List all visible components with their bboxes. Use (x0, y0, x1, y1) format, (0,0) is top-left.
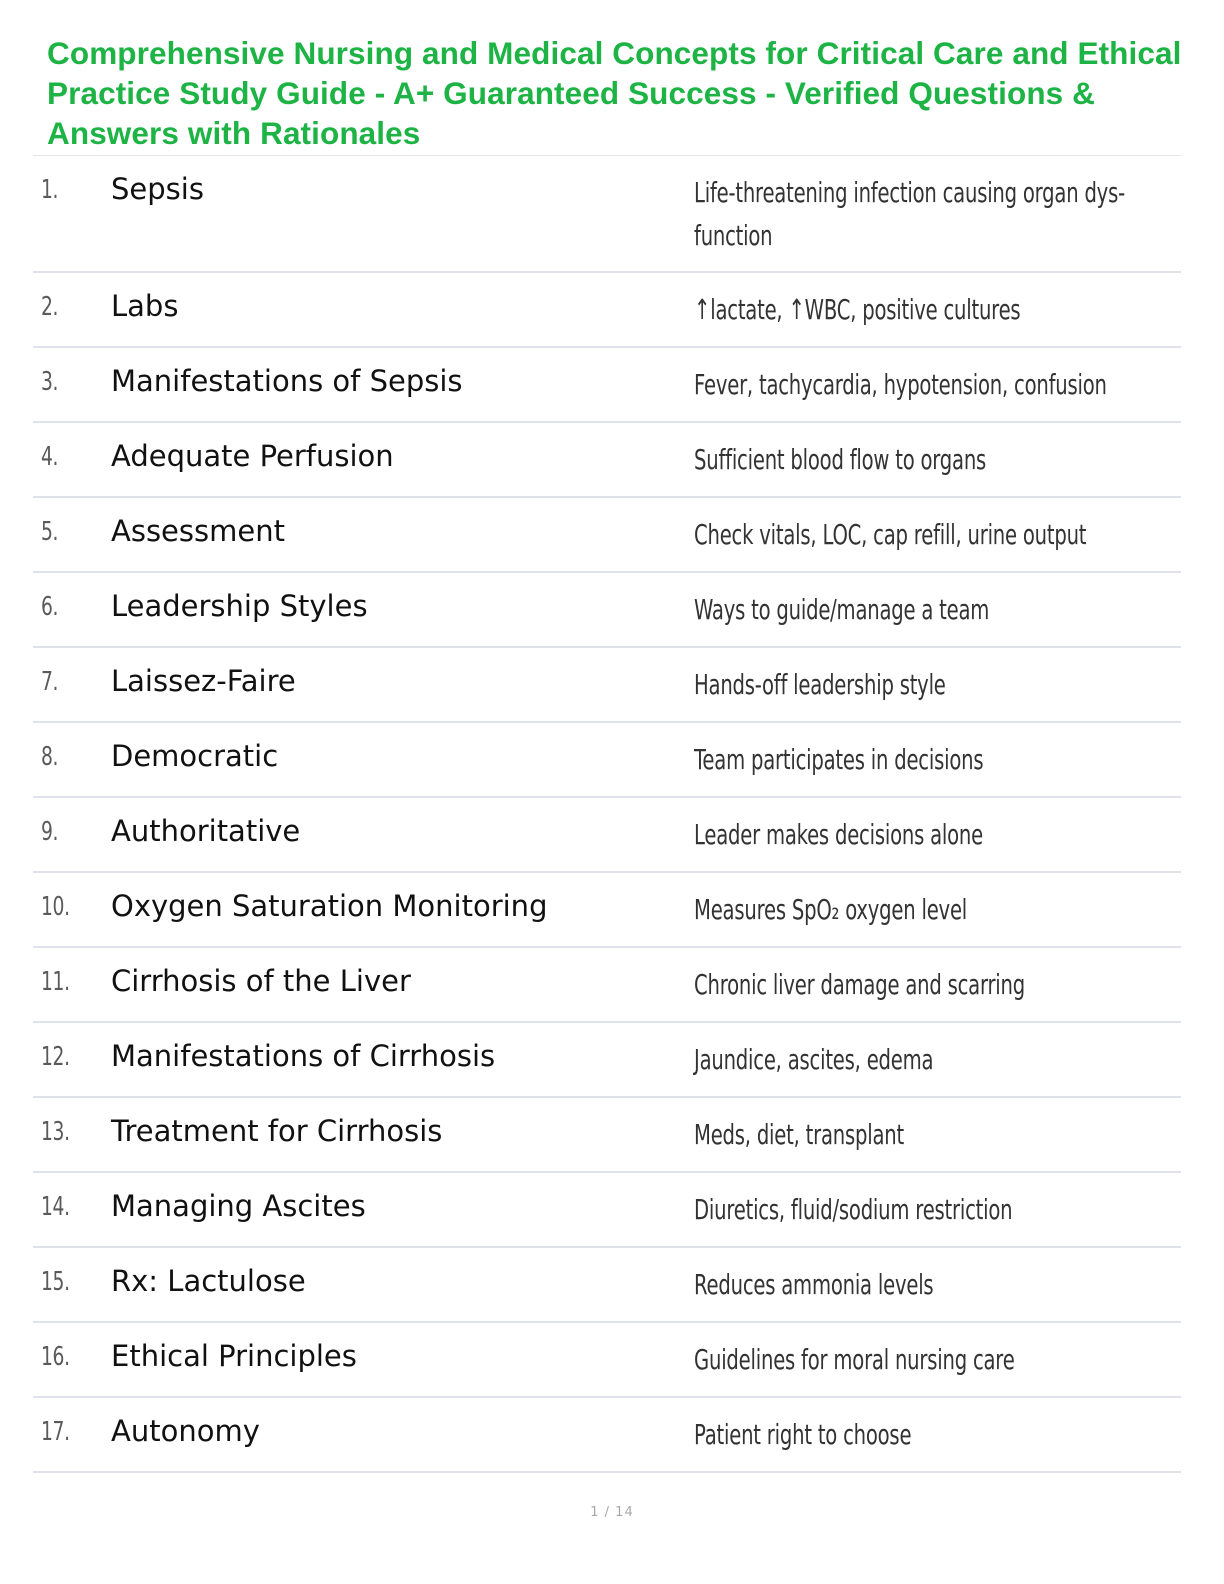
term-definition: Ways to guide/manage a team (694, 593, 990, 626)
term-name: Laissez-Faire (111, 664, 296, 698)
term-definition: Life-threatening infection causing organ dys- function (694, 176, 1125, 252)
term-number: 12. (41, 1042, 70, 1072)
term-definition: Patient right to choose (694, 1418, 912, 1451)
term-definition: Meds, diet, transplant (694, 1118, 904, 1151)
term-name: Assessment (111, 514, 285, 548)
term-row (33, 948, 1181, 1023)
term-name: Treatment for Cirrhosis (111, 1114, 443, 1148)
term-name: Adequate Perfusion (111, 439, 394, 473)
term-name: Rx: Lactulose (111, 1264, 306, 1298)
term-definition: Guidelines for moral nursing care (694, 1343, 1015, 1376)
term-definition: Chronic liver damage and scarring (694, 968, 1025, 1001)
term-row (33, 1173, 1181, 1248)
term-definition: Fever, tachycardia, hypotension, confusion (694, 368, 1107, 401)
term-row (33, 498, 1181, 573)
term-number: 1. (41, 175, 59, 205)
term-definition: Measures SpO₂ oxygen level (694, 893, 968, 926)
term-number: 17. (41, 1417, 70, 1447)
document-title: Comprehensive Nursing and Medical Concepts for Critical Care and Ethical Practice Study Guide - A+ Guaranteed Success - Verified Questions & Answers with Rationales (47, 35, 1182, 151)
term-name: Democratic (111, 739, 279, 773)
term-name: Manifestations of Sepsis (111, 364, 463, 398)
term-row (33, 873, 1181, 948)
term-number: 3. (41, 367, 59, 397)
term-number: 10. (41, 892, 70, 922)
term-definition: Reduces ammonia levels (694, 1268, 934, 1301)
term-list (33, 156, 1181, 1473)
term-definition: Diuretics, fluid/sodium restriction (694, 1193, 1013, 1226)
term-name: Cirrhosis of the Liver (111, 964, 411, 998)
term-row (33, 723, 1181, 798)
term-row (33, 156, 1181, 273)
term-number: 13. (41, 1117, 70, 1147)
term-definition: Sufficient blood flow to organs (694, 443, 987, 476)
term-name: Autonomy (111, 1414, 260, 1448)
term-number: 7. (41, 667, 59, 697)
term-row (33, 1023, 1181, 1098)
term-row (33, 348, 1181, 423)
term-name: Labs (111, 289, 179, 323)
term-row (33, 1323, 1181, 1398)
term-number: 11. (41, 967, 70, 997)
term-definition: Jaundice, ascites, edema (694, 1043, 934, 1076)
term-number: 8. (41, 742, 59, 772)
term-row (33, 573, 1181, 648)
term-name: Sepsis (111, 172, 204, 206)
term-row (33, 273, 1181, 348)
term-definition: Hands-off leadership style (694, 668, 946, 701)
term-number: 6. (41, 592, 59, 622)
term-row (33, 1248, 1181, 1323)
term-definition: ↑lactate, ↑WBC, positive cultures (694, 293, 1021, 326)
term-number: 15. (41, 1267, 70, 1297)
term-number: 4. (41, 442, 59, 472)
term-number: 16. (41, 1342, 70, 1372)
term-name: Manifestations of Cirrhosis (111, 1039, 496, 1073)
term-number: 14. (41, 1192, 70, 1222)
term-row (33, 423, 1181, 498)
term-name: Managing Ascites (111, 1189, 366, 1223)
term-number: 2. (41, 292, 59, 322)
term-name: Leadership Styles (111, 589, 368, 623)
term-definition: Team participates in decisions (694, 743, 984, 776)
term-definition: Leader makes decisions alone (694, 818, 983, 851)
term-number: 9. (41, 817, 59, 847)
term-name: Oxygen Saturation Monitoring (111, 889, 548, 923)
term-number: 5. (41, 517, 59, 547)
term-definition: Check vitals, LOC, cap refill, urine output (694, 518, 1087, 551)
term-row (33, 648, 1181, 723)
term-row (33, 1398, 1181, 1473)
page-indicator: 1 / 14 (590, 1505, 634, 1520)
term-name: Ethical Principles (111, 1339, 357, 1373)
term-row (33, 798, 1181, 873)
term-name: Authoritative (111, 814, 301, 848)
term-row (33, 1098, 1181, 1173)
